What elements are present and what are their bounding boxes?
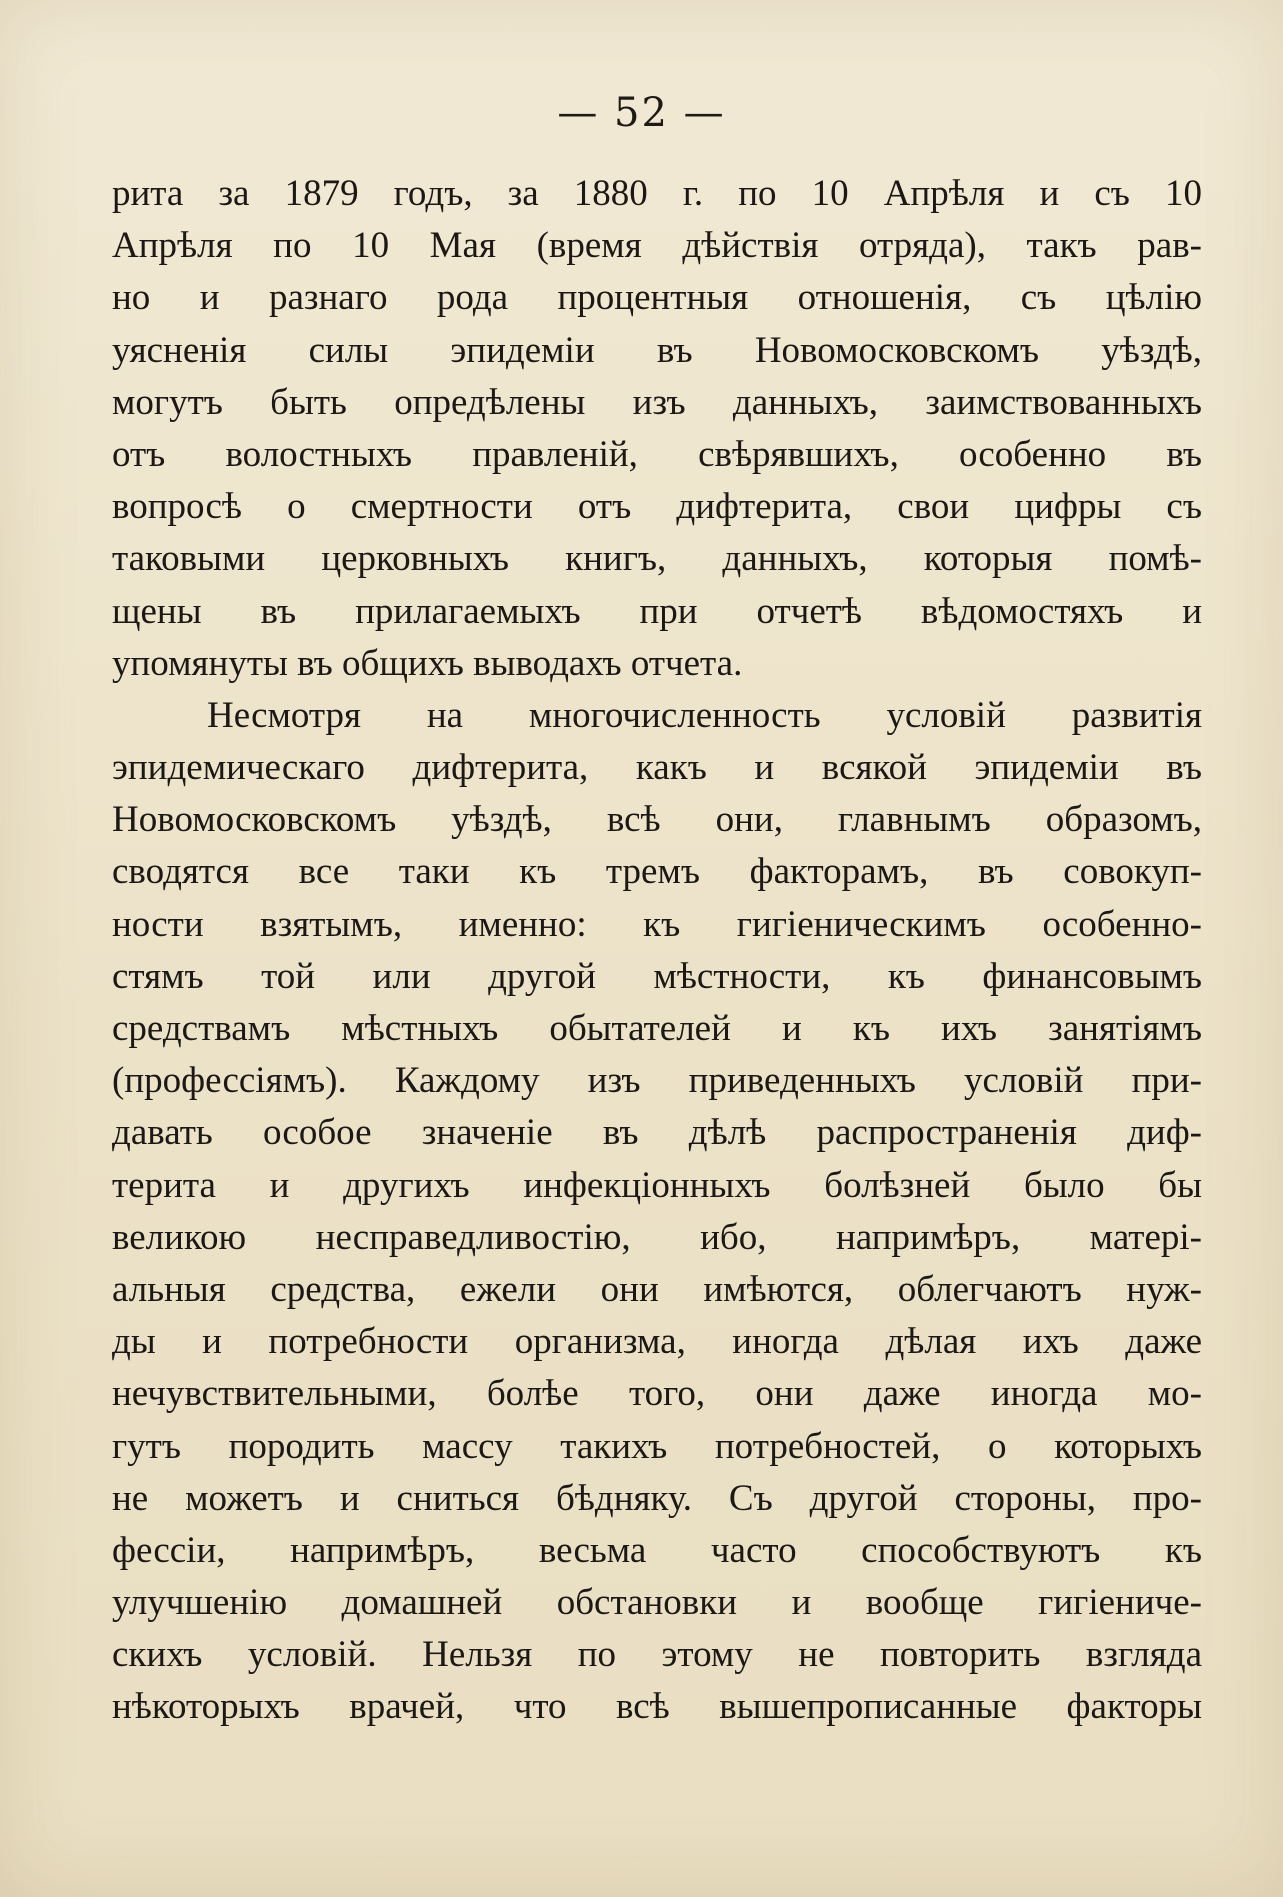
text-line: но и разнаго рода процентныя отношенія, съ цѣлію: [112, 277, 1202, 319]
text-line: давать особое значеніе въ дѣлѣ распространенія диф-: [112, 1112, 1202, 1154]
text-line: нѣкоторыхъ врачей, что всѣ вышепрописанные факторы: [112, 1686, 1202, 1728]
text-line: щены въ прилагаемыхъ при отчетѣ вѣдомостяхъ и: [112, 590, 1202, 632]
text-line: терита и другихъ инфекціонныхъ болѣзней было бы: [112, 1164, 1202, 1206]
text-line: не можетъ и сниться бѣдняку. Съ другой стороны, про-: [112, 1477, 1202, 1519]
paragraph-start-line: Несмотря на многочисленность условій развитія: [207, 694, 1202, 736]
text-line: средствамъ мѣстныхъ обытателей и къ ихъ занятіямъ: [112, 1008, 1202, 1049]
text-line: альныя средства, ежели они имѣются, облегчаютъ нуж-: [112, 1268, 1202, 1310]
text-line: ности взятымъ, именно: къ гигіеническимъ особенно-: [112, 903, 1202, 945]
text-line: (профессіямъ). Каждому изъ приведенныхъ условій при-: [112, 1060, 1202, 1102]
text-line: гутъ породить массу такихъ потребностей, о которыхъ: [112, 1425, 1202, 1467]
text-line: Новомосковскомъ уѣздѣ, всѣ они, главнымъ образомъ,: [112, 799, 1202, 841]
text-line: стямъ той или другой мѣстности, къ финансовымъ: [112, 955, 1202, 997]
text-line: отъ волостныхъ правленій, свѣрявшихъ, особенно въ: [112, 433, 1202, 475]
text-line: фессіи, напримѣръ, весьма часто способствуютъ къ: [112, 1529, 1202, 1571]
text-line: могутъ быть опредѣлены изъ данныхъ, заимствованныхъ: [112, 381, 1202, 423]
page-number: — 52 —: [557, 90, 726, 136]
text-line: улучшенію домашней обстановки и вообще гигіениче-: [112, 1582, 1202, 1624]
text-line: ды и потребности организма, иногда дѣлая ихъ даже: [112, 1321, 1202, 1363]
text-line: нечувствительными, болѣе того, они даже иногда мо-: [112, 1373, 1202, 1415]
text-line: вопросѣ о смертности отъ дифтерита, свои цифры съ: [112, 486, 1202, 528]
text-line: Апрѣля по 10 Мая (время дѣйствія отряда), такъ рав-: [112, 225, 1202, 267]
text-line: великою несправедливостію, ибо, напримѣръ, матері-: [112, 1216, 1202, 1258]
paragraph-end-line: упомянуты въ общихъ выводахъ отчета.: [112, 642, 743, 684]
text-line: сводятся все таки къ тремъ факторамъ, въ совокуп-: [112, 851, 1202, 893]
text-line: уясненія силы эпидеміи въ Новомосковскомъ уѣздѣ,: [112, 329, 1202, 371]
text-line: рита за 1879 годъ, за 1880 г. по 10 Апрѣля и съ 10: [112, 173, 1202, 214]
body-text: [112, 168, 1202, 1734]
text-line: скихъ условій. Нельзя по этому не повторить взгляда: [112, 1634, 1202, 1676]
text-line: таковыми церковныхъ книгъ, данныхъ, которыя помѣ-: [112, 538, 1202, 580]
text-line: эпидемическаго дифтерита, какъ и всякой эпидеміи въ: [112, 747, 1202, 789]
